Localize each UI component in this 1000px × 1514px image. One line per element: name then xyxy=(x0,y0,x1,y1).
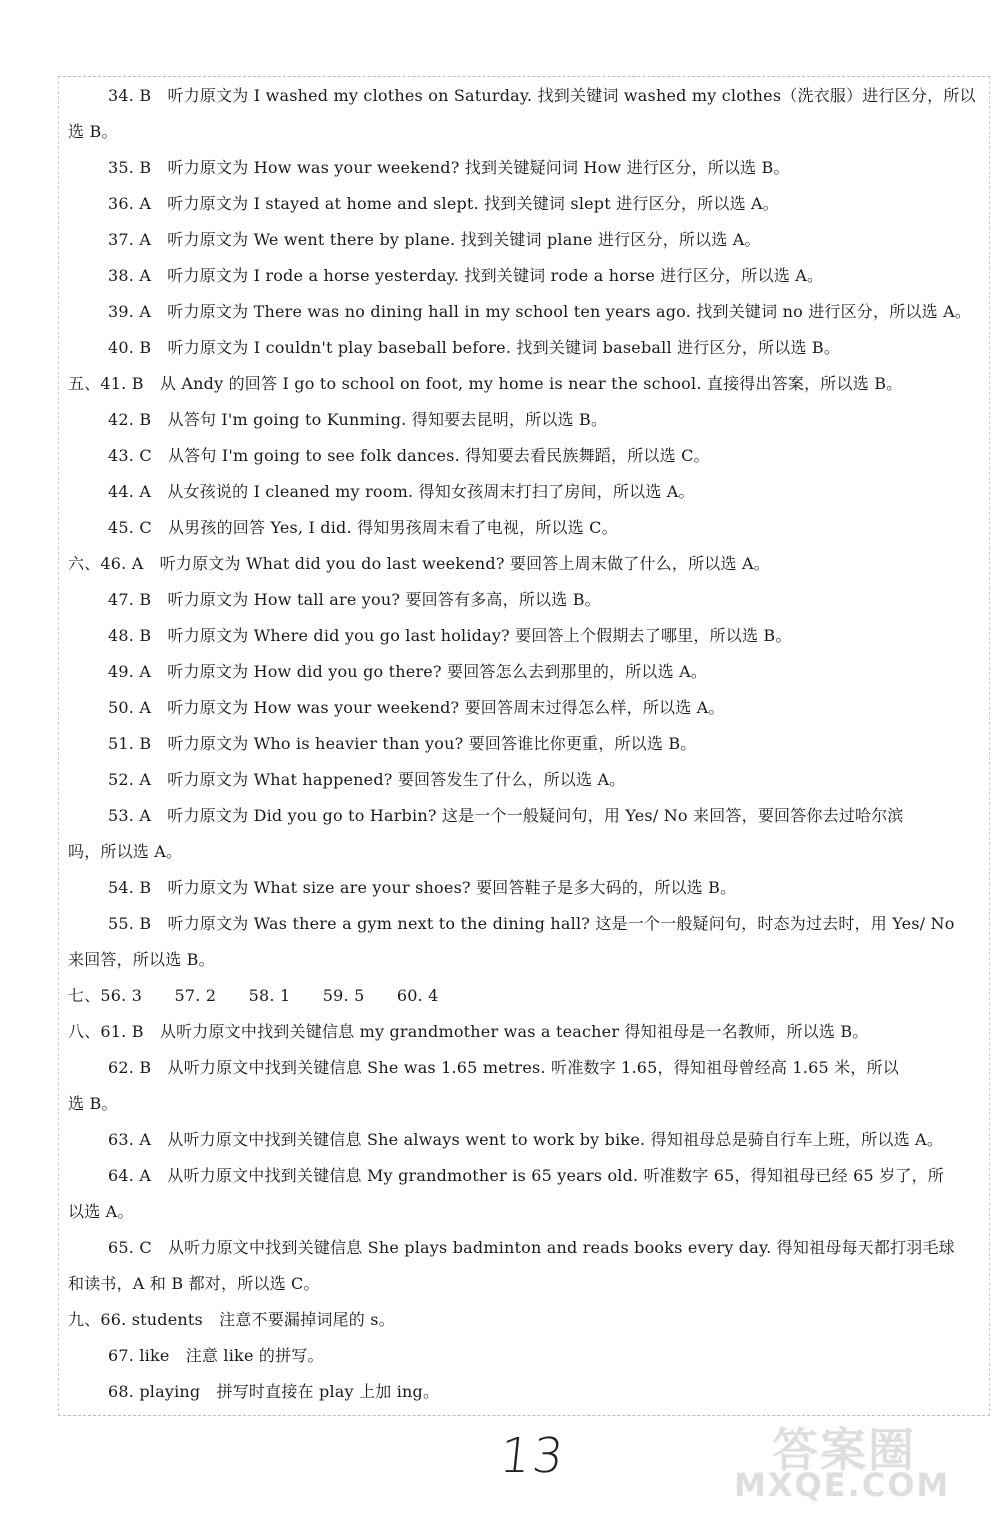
answer-line: 62. B 从听力原文中找到关键信息 She was 1.65 metres. 听准数字 1.65，得知祖母曾经高 1.65 米，所以 xyxy=(108,1058,899,1077)
answer-line: 44. A 从女孩说的 I cleaned my room. 得知女孩周末打扫了房间，所以选 A。 xyxy=(108,482,695,501)
watermark-en: MXQE.COM xyxy=(734,1466,951,1504)
answer-line: 64. A 从听力原文中找到关键信息 My grandmother is 65 years old. 听准数字 65，得知祖母已经 65 岁了，所 xyxy=(108,1166,944,1185)
answer-line: 65. C 从听力原文中找到关键信息 She plays badminton and reads books every day. 得知祖母每天都打羽毛球 xyxy=(108,1238,955,1257)
answer-explanations xyxy=(68,78,988,1410)
answer-line: 选 B。 xyxy=(68,1094,118,1113)
page-number: 13 xyxy=(497,1428,569,1484)
answer-line: 六、46. A 听力原文为 What did you do last weekend? 要回答上周末做了什么，所以选 A。 xyxy=(68,554,770,573)
answer-line: 68. playing 拼写时直接在 play 上加 ing。 xyxy=(108,1382,440,1401)
answer-line: 38. A 听力原文为 I rode a horse yesterday. 找到关键词 rode a horse 进行区分，所以选 A。 xyxy=(108,266,824,285)
answer-line: 45. C 从男孩的回答 Yes, I did. 得知男孩周末看了电视，所以选 C。 xyxy=(108,518,618,537)
answer-line: 48. B 听力原文为 Where did you go last holiday? 要回答上个假期去了哪里，所以选 B。 xyxy=(108,626,792,645)
answer-line: 选 B。 xyxy=(68,122,118,141)
watermark-cn: 答案圈 xyxy=(772,1423,916,1477)
answer-line: 40. B 听力原文为 I couldn't play baseball before. 找到关键词 baseball 进行区分，所以选 B。 xyxy=(108,338,841,357)
answer-line: 51. B 听力原文为 Who is heavier than you? 要回答谁比你更重，所以选 B。 xyxy=(108,734,697,753)
answer-line: 43. C 从答句 I'm going to see folk dances. 得知要去看民族舞蹈，所以选 C。 xyxy=(108,446,710,465)
answer-line: 37. A 听力原文为 We went there by plane. 找到关键词 plane 进行区分，所以选 A。 xyxy=(108,230,761,249)
answer-line: 49. A 听力原文为 How did you go there? 要回答怎么去到那里的，所以选 A。 xyxy=(108,662,708,681)
answer-line: 来回答，所以选 B。 xyxy=(68,950,215,969)
answer-line: 63. A 从听力原文中找到关键信息 She always went to work by bike. 得知祖母总是骑自行车上班，所以选 A。 xyxy=(108,1130,944,1149)
answer-line: 50. A 听力原文为 How was your weekend? 要回答周末过得怎么样，所以选 A。 xyxy=(108,698,725,717)
answer-line: 55. B 听力原文为 Was there a gym next to the dining hall? 这是一个一般疑问句，时态为过去时，用 Yes/ No xyxy=(108,914,955,933)
answer-line: 39. A 听力原文为 There was no dining hall in my school ten years ago. 找到关键词 no 进行区分，所以选 A。 xyxy=(108,302,972,321)
answer-line: 52. A 听力原文为 What happened? 要回答发生了什么，所以选 A。 xyxy=(108,770,626,789)
answer-line: 七、56. 3 57. 2 58. 1 59. 5 60. 4 xyxy=(68,986,439,1005)
answer-line: 五、41. B 从 Andy 的回答 I go to school on foot, my home is near the school. 直接得出答案，所以选 B。 xyxy=(68,374,903,393)
answer-line: 34. B 听力原文为 I washed my clothes on Saturday. 找到关键词 washed my clothes（洗衣服）进行区分，所以 xyxy=(108,86,976,105)
answer-line: 54. B 听力原文为 What size are your shoes? 要回答鞋子是多大码的，所以选 B。 xyxy=(108,878,737,897)
answer-line: 和读书，A 和 B 都对，所以选 C。 xyxy=(68,1274,320,1293)
answer-line: 47. B 听力原文为 How tall are you? 要回答有多高，所以选 B。 xyxy=(108,590,601,609)
answer-line: 42. B 从答句 I'm going to Kunming. 得知要去昆明，所以选 B。 xyxy=(108,410,608,429)
watermark-logo xyxy=(694,1414,994,1504)
answer-line: 吗，所以选 A。 xyxy=(68,842,183,861)
answer-line: 九、66. students 注意不要漏掉词尾的 s。 xyxy=(68,1310,395,1329)
answer-line: 八、61. B 从听力原文中找到关键信息 my grandmother was a teacher 得知祖母是一名教师，所以选 B。 xyxy=(68,1022,869,1041)
answer-line: 35. B 听力原文为 How was your weekend? 找到关键疑问词 How 进行区分，所以选 B。 xyxy=(108,158,790,177)
answer-line: 36. A 听力原文为 I stayed at home and slept. 找到关键词 slept 进行区分，所以选 A。 xyxy=(108,194,780,213)
answer-line: 以选 A。 xyxy=(68,1202,134,1221)
answer-line: 53. A 听力原文为 Did you go to Harbin? 这是一个一般疑问句，用 Yes/ No 来回答，要回答你去过哈尔滨 xyxy=(108,806,904,825)
answer-line: 67. like 注意 like 的拼写。 xyxy=(108,1346,324,1365)
